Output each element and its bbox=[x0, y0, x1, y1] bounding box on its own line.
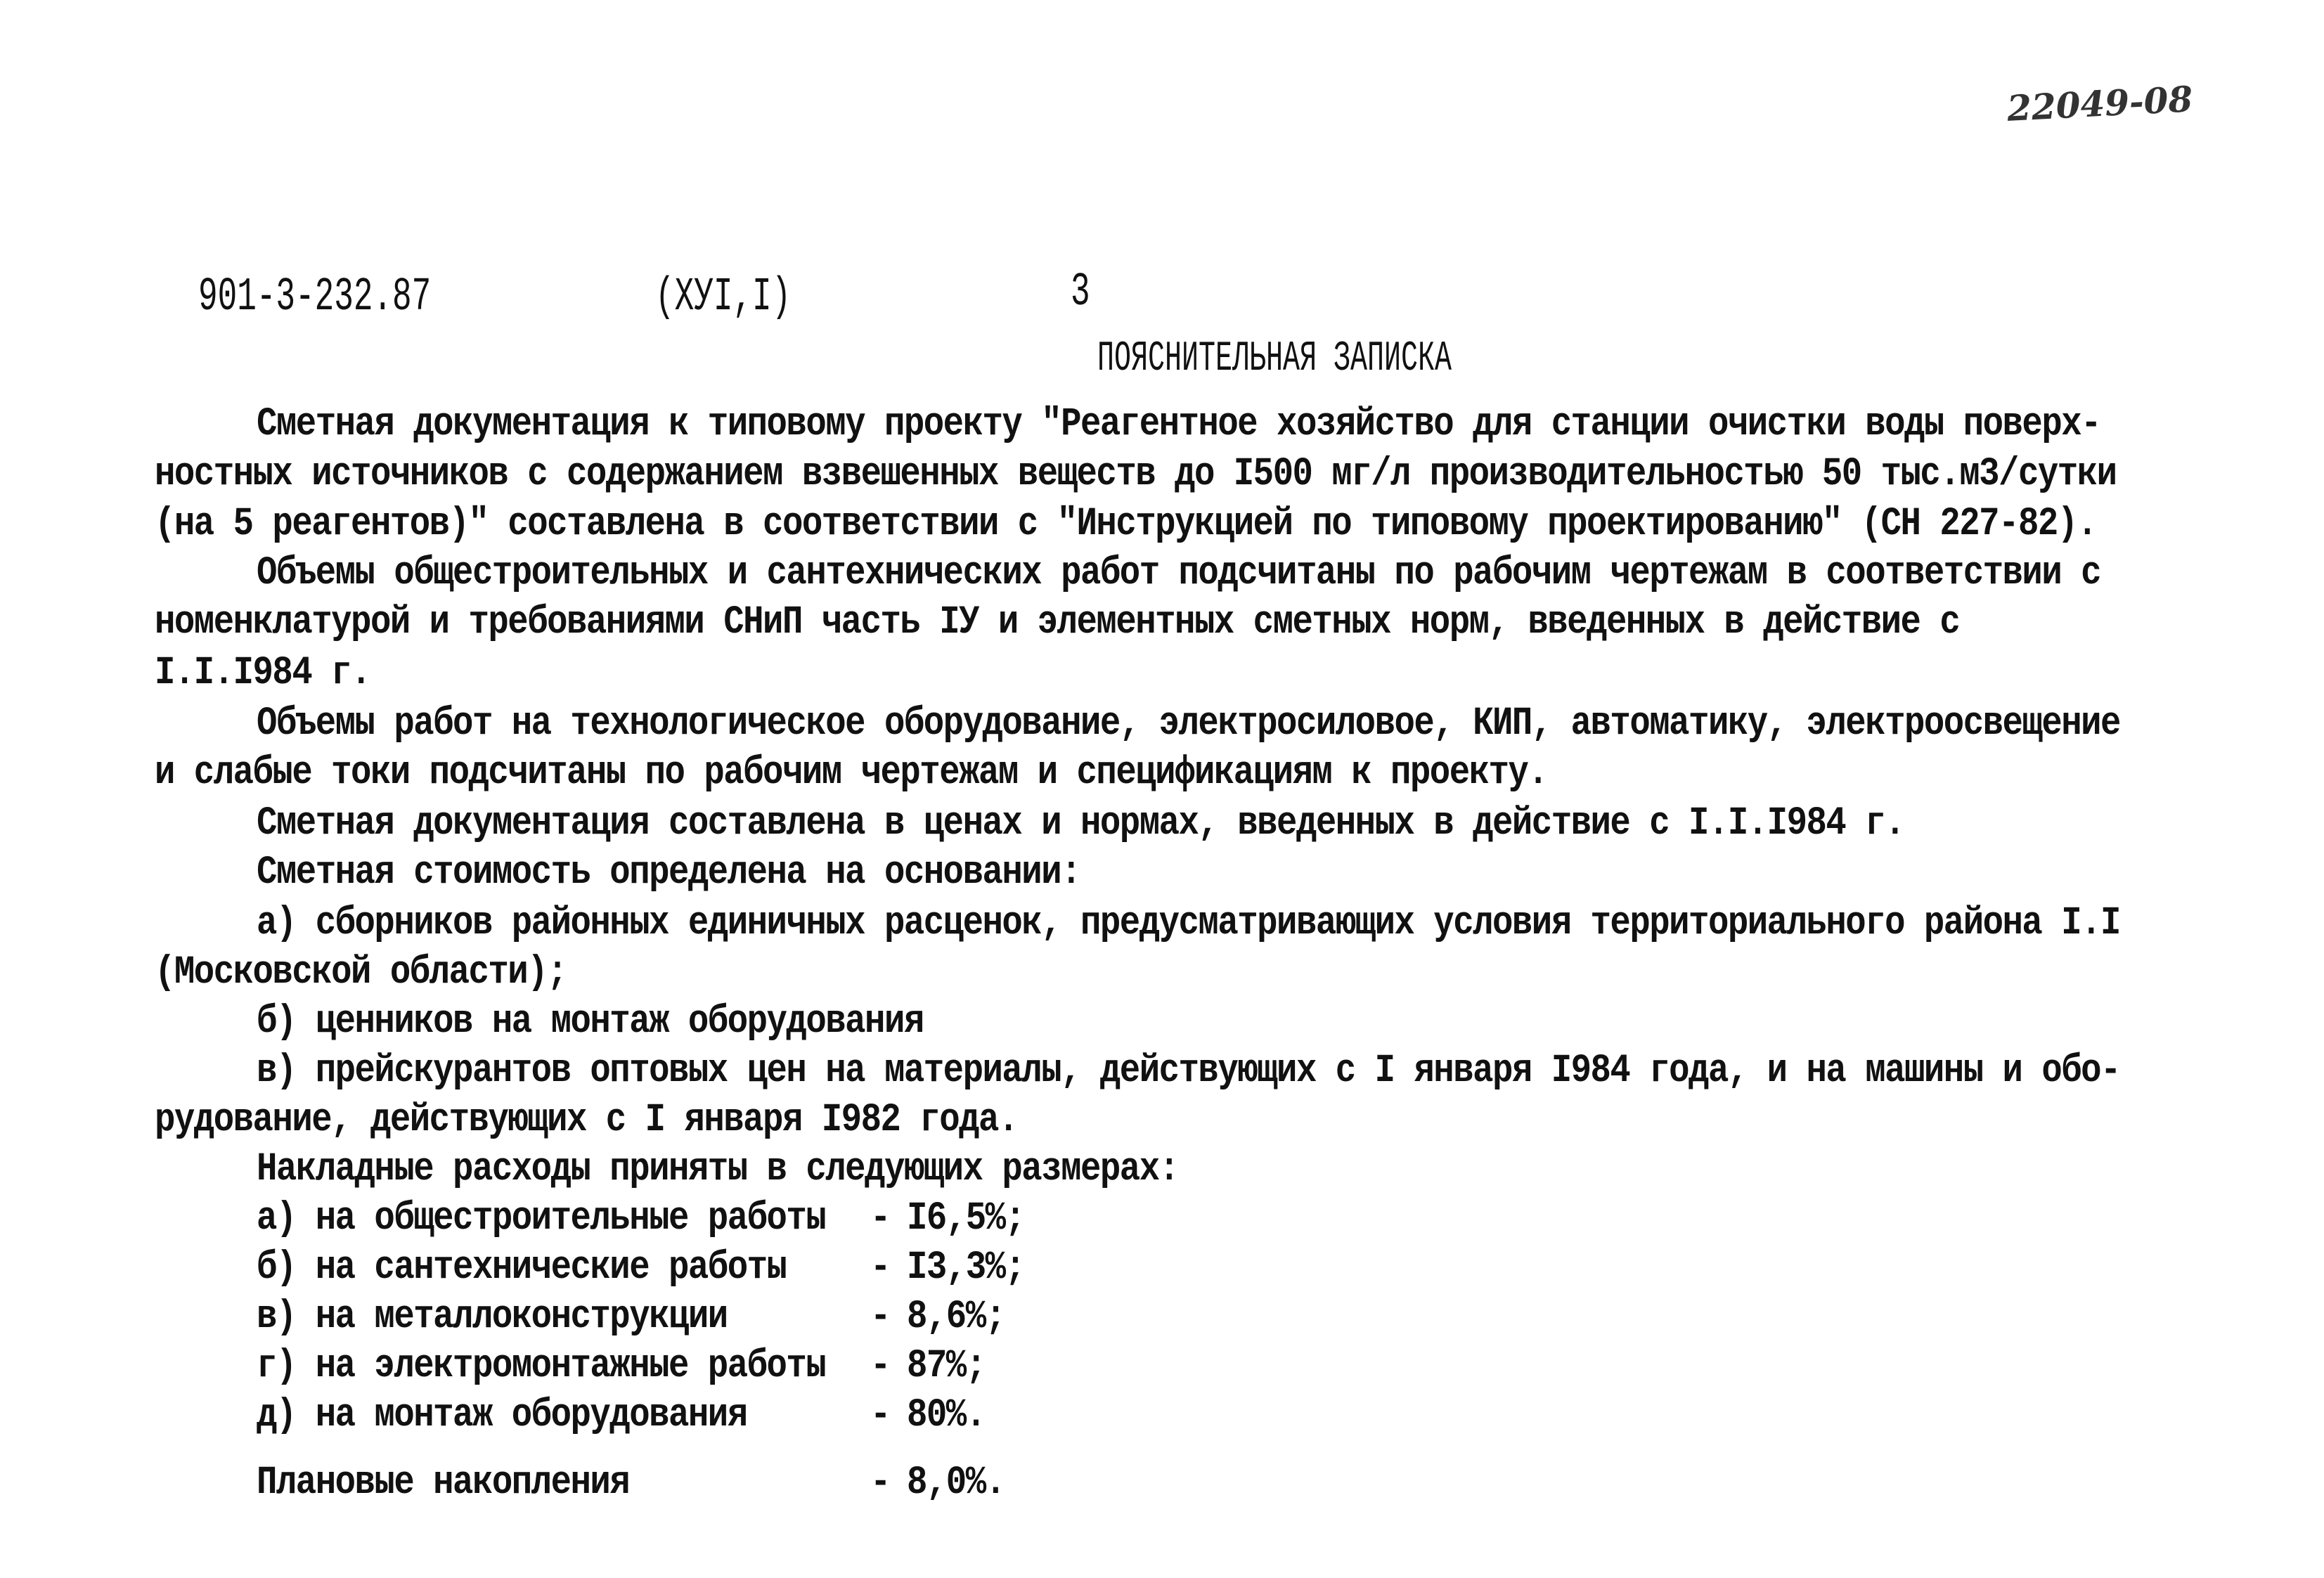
text-line: ностных источников с содержанием взвешенных веществ до I500 мг/л производительностью 50 тыс.м3/сутки bbox=[155, 451, 2117, 497]
planned-savings-dash: - bbox=[870, 1459, 890, 1506]
rate-label: б) на сантехнические работы bbox=[257, 1244, 787, 1291]
rate-label: д) на монтаж оборудования bbox=[257, 1392, 747, 1438]
planned-savings-value: 8,0%. bbox=[907, 1459, 1005, 1506]
text-line: и слабые токи подсчитаны по рабочим чертежам и спецификациям к проекту. bbox=[155, 749, 1548, 796]
text-line: Объемы общестроительных и сантехнических работ подсчитаны по рабочим чертежам в соответствии с bbox=[257, 550, 2101, 596]
rate-dash: - bbox=[870, 1392, 890, 1438]
project-code: 901-3-232.87 bbox=[198, 271, 432, 324]
handwritten-archive-number: 22049-08 bbox=[2006, 78, 2194, 129]
rate-value: I6,5%; bbox=[907, 1195, 1025, 1241]
rate-value: 80%. bbox=[907, 1392, 986, 1438]
rate-dash: - bbox=[870, 1343, 890, 1389]
rate-dash: - bbox=[870, 1195, 890, 1241]
rate-label: г) на электромонтажные работы bbox=[257, 1343, 826, 1389]
text-line: б) ценников на монтаж оборудования bbox=[257, 998, 924, 1045]
rate-label: а) на общестроительные работы bbox=[257, 1195, 826, 1241]
text-line: Сметная документация к типовому проекту "Реагентное хозяйство для станции очистки воды поверх- bbox=[257, 401, 2101, 447]
page-number: 3 bbox=[1071, 266, 1090, 319]
rate-value: 87%; bbox=[907, 1343, 986, 1389]
text-line: Сметная стоимость определена на основании: bbox=[257, 849, 1081, 895]
text-line: а) сборников районных единичных расценок, предусматривающих условия территориального района I.I bbox=[257, 900, 2120, 946]
text-line: I.I.I984 г. bbox=[155, 649, 370, 696]
text-line: Накладные расходы приняты в следующих размерах: bbox=[257, 1146, 1179, 1192]
text-line: Сметная документация составлена в ценах и нормах, введенных в действие с I.I.I984 г. bbox=[257, 800, 1905, 846]
text-line: рудование, действующих с I января I982 года. bbox=[155, 1097, 1018, 1143]
rate-label: в) на металлоконструкции bbox=[257, 1293, 728, 1340]
rate-dash: - bbox=[870, 1244, 890, 1291]
planned-savings-label: Плановые накопления bbox=[257, 1459, 630, 1506]
rate-value: 8,6%; bbox=[907, 1293, 1005, 1340]
page-title: ПОЯСНИТЕЛЬНАЯ ЗАПИСКА bbox=[1097, 336, 1452, 384]
text-line: (Московской области); bbox=[155, 949, 567, 995]
section-number: (XУI,I) bbox=[655, 271, 792, 324]
text-line: (на 5 реагентов)" составлена в соответствии с "Инструкцией по типовому проектированию" (СН 227-82). bbox=[155, 500, 2097, 547]
text-line: в) прейскурантов оптовых цен на материалы, действующих с I января I984 года, и на машины и обо- bbox=[257, 1047, 2120, 1094]
rate-value: I3,3%; bbox=[907, 1244, 1025, 1291]
rate-dash: - bbox=[870, 1293, 890, 1340]
text-line: Объемы работ на технологическое оборудование, электросиловое, КИП, автоматику, электроосвещение bbox=[257, 700, 2120, 746]
text-line: номенклатурой и требованиями СНиП часть IУ и элементных сметных норм, введенных в действие с bbox=[155, 599, 1960, 645]
